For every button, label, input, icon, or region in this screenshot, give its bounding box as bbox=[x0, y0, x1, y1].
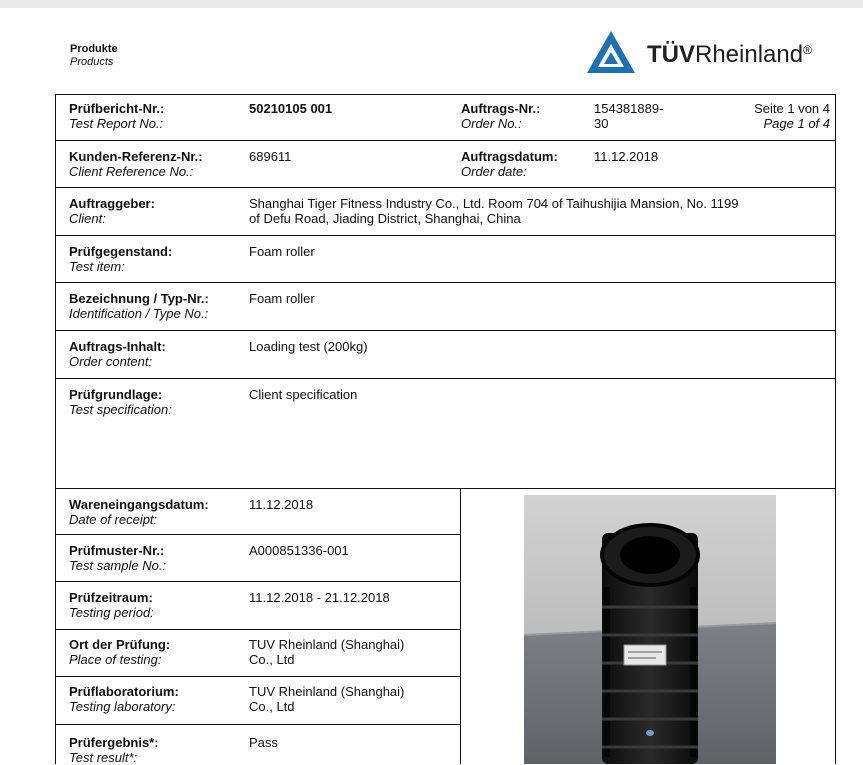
value-order-no bbox=[594, 101, 663, 131]
foam-roller-photo bbox=[524, 495, 776, 764]
tuv-rheinland-logo bbox=[585, 28, 840, 78]
label-order-content-de: Auftrags-Inhalt: bbox=[69, 339, 166, 354]
row-receipt bbox=[56, 489, 460, 535]
row-identification bbox=[56, 283, 835, 331]
value-ident: Foam roller bbox=[249, 291, 315, 306]
tuv-triangle-icon bbox=[585, 28, 637, 76]
value-lab-line2: Co., Ltd bbox=[249, 699, 295, 714]
value-order-date: 11.12.2018 bbox=[594, 149, 659, 164]
page-indicator bbox=[754, 101, 830, 131]
label-lab-en: Testing laboratory: bbox=[69, 699, 176, 714]
label-client-ref-en: Client Reference No.: bbox=[69, 164, 194, 179]
label-receipt-de: Wareneingangsdatum: bbox=[69, 497, 209, 512]
row-lab bbox=[56, 677, 460, 725]
report-header-table bbox=[55, 94, 836, 489]
value-client bbox=[249, 196, 738, 226]
value-client-ref: 689611 bbox=[249, 149, 292, 164]
label-report-no-de: Prüfbericht-Nr.: bbox=[69, 101, 165, 116]
label-order-content-en: Order content: bbox=[69, 354, 153, 369]
label-client-de: Auftraggeber: bbox=[69, 196, 155, 211]
value-report-no: 50210105 001 bbox=[249, 101, 333, 116]
value-receipt: 11.12.2018 bbox=[249, 497, 314, 512]
value-test-item: Foam roller bbox=[249, 244, 315, 259]
label-result-en: Test result*: bbox=[69, 750, 138, 765]
label-place-de: Ort der Prüfung: bbox=[69, 637, 171, 652]
value-client-line1: Shanghai Tiger Fitness Industry Co., Ltd. Room 704 of Taihushijia Mansion, No. 1199 bbox=[249, 196, 739, 211]
label-test-spec-de: Prüfgrundlage: bbox=[69, 387, 163, 402]
value-place-line2: Co., Ltd bbox=[249, 652, 295, 667]
products-label-de: Produkte bbox=[70, 43, 118, 55]
label-lab-de: Prüflaboratorium: bbox=[69, 684, 179, 699]
row-report-no bbox=[56, 95, 835, 141]
registered-mark: ® bbox=[803, 43, 812, 57]
value-result: Pass bbox=[249, 735, 278, 750]
row-place bbox=[56, 630, 460, 677]
label-result-de: Prüfergebnis*: bbox=[69, 735, 159, 750]
products-label bbox=[70, 43, 118, 69]
label-test-item-en: Test item: bbox=[69, 259, 125, 274]
row-client bbox=[56, 188, 835, 236]
label-receipt-en: Date of receipt: bbox=[69, 512, 158, 527]
label-sample-de: Prüfmuster-Nr.: bbox=[69, 543, 165, 558]
label-client-ref-de: Kunden-Referenz-Nr.: bbox=[69, 149, 203, 164]
label-period-en: Testing period: bbox=[69, 605, 154, 620]
value-place-line1: TUV Rheinland (Shanghai) bbox=[249, 637, 405, 652]
row-test-item bbox=[56, 236, 835, 283]
value-sample: A000851336-001 bbox=[249, 543, 349, 558]
label-ident-en: Identification / Type No.: bbox=[69, 306, 209, 321]
value-order-no-line2: 30 bbox=[594, 116, 609, 131]
row-sample bbox=[56, 535, 460, 582]
viewer-top-band bbox=[0, 0, 863, 8]
label-test-spec-en: Test specification: bbox=[69, 402, 172, 417]
logo-regular-text: Rheinland bbox=[695, 41, 804, 68]
value-place bbox=[249, 637, 404, 667]
row-client-ref bbox=[56, 141, 835, 188]
row-result bbox=[56, 725, 460, 765]
label-order-no-en: Order No.: bbox=[461, 116, 522, 131]
label-sample-en: Test sample No.: bbox=[69, 558, 167, 573]
logo-wordmark bbox=[647, 41, 812, 69]
products-label-en: Products bbox=[70, 56, 114, 68]
label-order-date-en: Order date: bbox=[461, 164, 527, 179]
label-test-item-de: Prüfgegenstand: bbox=[69, 244, 173, 259]
label-report-no-en: Test Report No.: bbox=[69, 116, 164, 131]
value-order-content: Loading test (200kg) bbox=[249, 339, 368, 354]
value-client-line2: of Defu Road, Jiading District, Shanghai, China bbox=[249, 211, 521, 226]
sample-details-table bbox=[55, 488, 461, 764]
label-period-de: Prüfzeitraum: bbox=[69, 590, 153, 605]
label-order-no-de: Auftrags-Nr.: bbox=[461, 101, 541, 116]
value-period: 11.12.2018 - 21.12.2018 bbox=[249, 590, 390, 605]
label-client-en: Client: bbox=[69, 211, 106, 226]
foam-roller-image bbox=[524, 495, 776, 764]
value-order-no-line1: 154381889- bbox=[594, 101, 664, 116]
label-place-en: Place of testing: bbox=[69, 652, 162, 667]
value-test-spec: Client specification bbox=[249, 387, 358, 402]
row-order-content bbox=[56, 331, 835, 379]
row-period bbox=[56, 582, 460, 630]
label-ident-de: Bezeichnung / Typ-Nr.: bbox=[69, 291, 209, 306]
page-indicator-de: Seite 1 von 4 bbox=[754, 101, 830, 116]
page-indicator-en: Page 1 of 4 bbox=[763, 116, 830, 131]
row-test-spec bbox=[56, 379, 835, 489]
value-lab bbox=[249, 684, 404, 714]
value-lab-line1: TUV Rheinland (Shanghai) bbox=[249, 684, 405, 699]
label-order-date-de: Auftragsdatum: bbox=[461, 149, 558, 164]
logo-bold-text: TÜV bbox=[647, 41, 695, 68]
